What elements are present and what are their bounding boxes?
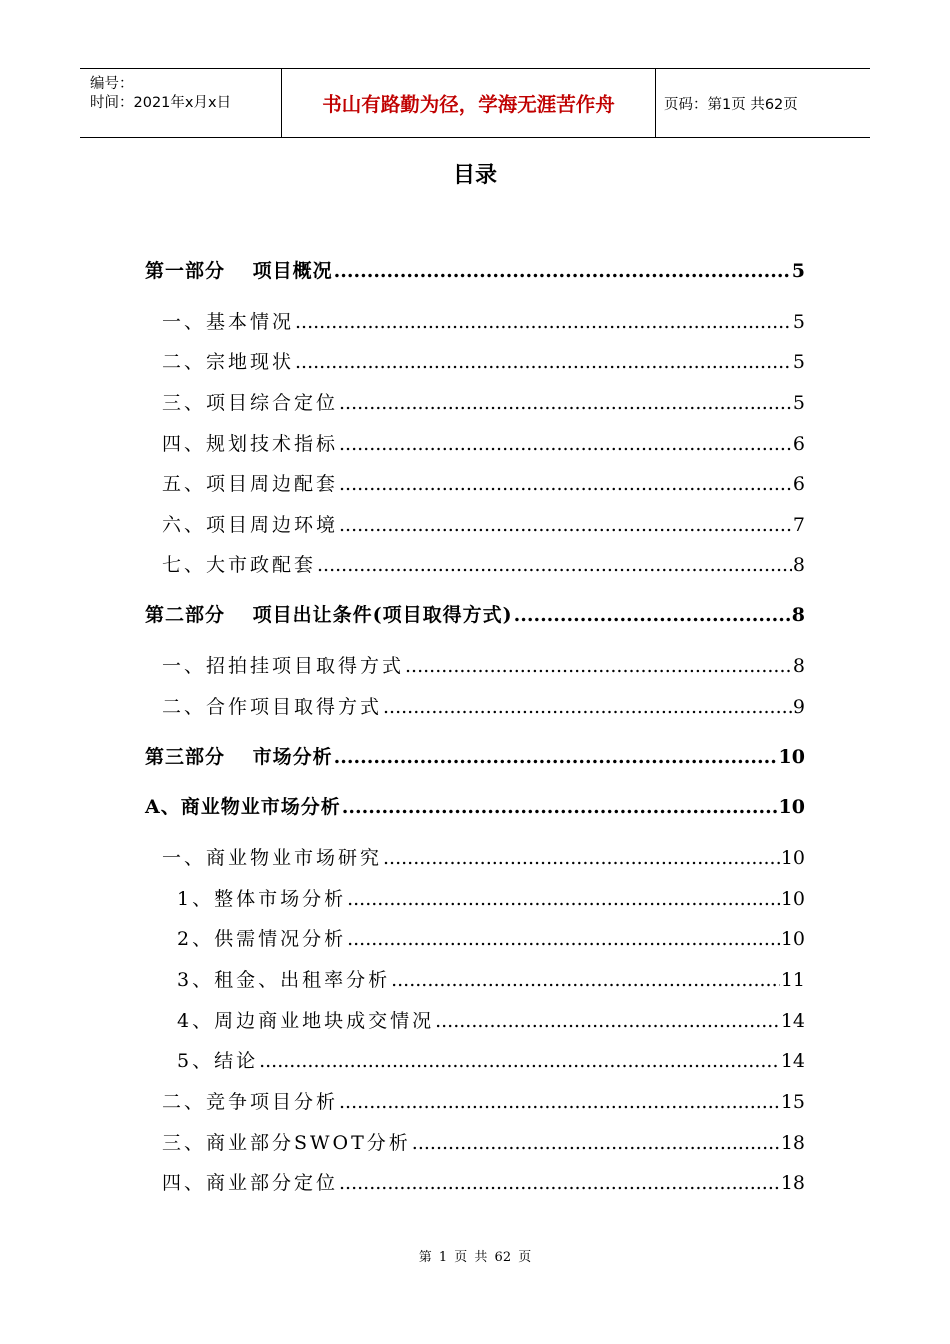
toc-entry[interactable]: [177, 1046, 805, 1073]
toc-page: 10: [778, 746, 805, 768]
header-motto: 书山有路勤为径，学海无涯苦作舟: [322, 93, 615, 116]
toc-page: 5: [792, 311, 805, 333]
toc-label: 六、项目周边环境: [162, 514, 339, 536]
header-page-info: 页码：第1页 共62页: [664, 96, 798, 113]
toc-page: 10: [780, 847, 805, 869]
toc-entry[interactable]: [162, 307, 805, 334]
toc-label: 一、招拍挂项目取得方式: [162, 655, 405, 677]
page-title: 目录: [452, 163, 497, 188]
toc-page: 10: [780, 928, 805, 950]
toc-entry[interactable]: [162, 550, 805, 577]
toc-leader: [339, 473, 792, 495]
toc-leader: [334, 746, 778, 768]
toc-label: 二、合作项目取得方式: [162, 696, 383, 718]
toc-leader: [317, 554, 792, 576]
toc-entry[interactable]: [177, 884, 805, 911]
toc-entry[interactable]: [162, 469, 805, 496]
toc-leader: [342, 796, 778, 818]
document-date: 时间：2021年x月x日: [90, 95, 232, 111]
toc-entry[interactable]: [162, 388, 805, 415]
toc-entry[interactable]: [145, 742, 805, 769]
toc-leader: [334, 260, 791, 282]
page-footer: 第 1 页 共 62 页: [418, 1250, 532, 1265]
toc-label: 第二部分 项目出让条件(项目取得方式): [145, 604, 513, 626]
document-number: 编号：: [90, 76, 134, 92]
toc-entry[interactable]: [162, 1087, 805, 1114]
toc-leader: [339, 514, 792, 536]
toc-page: 5: [791, 260, 805, 282]
toc-label: A、商业物业市场分析: [145, 796, 341, 818]
toc-page: 5: [792, 392, 805, 414]
toc-page: 8: [792, 554, 805, 576]
toc-label: 一、商业物业市场研究: [162, 847, 383, 869]
toc-leader: [514, 604, 791, 626]
toc-entry[interactable]: [162, 347, 805, 374]
toc-leader: [412, 1132, 780, 1154]
toc-page: 5: [792, 351, 805, 373]
toc-page: 14: [780, 1010, 805, 1032]
toc-entry[interactable]: [145, 600, 805, 627]
toc-leader: [405, 655, 792, 677]
toc-page: 6: [792, 473, 805, 495]
toc-leader: [339, 392, 792, 414]
toc-entry[interactable]: [177, 965, 805, 992]
toc-label: 第一部分 项目概况: [145, 260, 333, 282]
toc-entry[interactable]: [162, 510, 805, 537]
toc-page: 11: [780, 969, 805, 991]
toc-label: 二、竞争项目分析: [162, 1091, 339, 1113]
toc-leader: [339, 433, 792, 455]
toc-label: 二、宗地现状: [162, 351, 295, 373]
toc-label: 第三部分 市场分析: [145, 746, 333, 768]
toc-label: 1、整体市场分析: [177, 888, 347, 910]
toc-page: 9: [792, 696, 805, 718]
toc-label: 七、大市政配套: [162, 554, 317, 576]
toc-label: 5、结论: [177, 1050, 259, 1072]
toc-label: 三、商业部分SWOT分析: [162, 1132, 411, 1154]
toc-page: 14: [780, 1050, 805, 1072]
toc-entry[interactable]: [162, 692, 805, 719]
toc-page: 8: [791, 604, 805, 626]
toc-page: 10: [780, 888, 805, 910]
toc-label: 四、规划技术指标: [162, 433, 339, 455]
toc-page: 18: [780, 1132, 805, 1154]
toc-leader: [347, 928, 780, 950]
toc-page: 15: [780, 1091, 805, 1113]
toc-leader: [339, 1091, 780, 1113]
toc-entry[interactable]: [162, 1168, 805, 1195]
toc-label: 三、项目综合定位: [162, 392, 339, 414]
toc-label: 2、供需情况分析: [177, 928, 347, 950]
toc-leader: [347, 888, 780, 910]
toc-entry[interactable]: [177, 924, 805, 951]
toc-entry[interactable]: [162, 651, 805, 678]
toc-label: 3、租金、出租率分析: [177, 969, 391, 991]
toc-leader: [295, 351, 792, 373]
toc-page: 10: [778, 796, 805, 818]
toc-label: 一、基本情况: [162, 311, 295, 333]
toc-leader: [435, 1010, 780, 1032]
toc-leader: [339, 1172, 780, 1194]
toc-label: 4、周边商业地块成交情况: [177, 1010, 435, 1032]
toc-entry[interactable]: [177, 1006, 805, 1033]
toc-page: 6: [792, 433, 805, 455]
toc-entry[interactable]: [162, 429, 805, 456]
toc-page: 7: [792, 514, 805, 536]
toc-label: 五、项目周边配套: [162, 473, 339, 495]
toc-leader: [383, 696, 792, 718]
toc-entry[interactable]: [162, 1128, 805, 1155]
toc-entry[interactable]: [162, 843, 805, 870]
toc-entry[interactable]: [145, 792, 805, 819]
toc-page: 8: [792, 655, 805, 677]
toc-leader: [295, 311, 792, 333]
toc-page: 18: [780, 1172, 805, 1194]
toc-entry[interactable]: [145, 256, 805, 283]
toc-leader: [391, 969, 780, 991]
toc-label: 四、商业部分定位: [162, 1172, 339, 1194]
toc-leader: [259, 1050, 780, 1072]
toc-leader: [383, 847, 780, 869]
